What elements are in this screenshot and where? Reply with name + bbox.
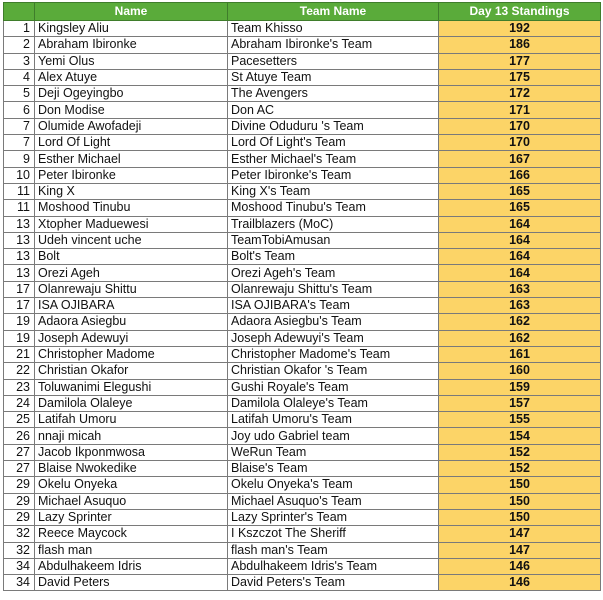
table-row xyxy=(4,21,601,37)
rank-cell: 10 xyxy=(4,167,35,183)
rank-cell: 4 xyxy=(4,69,35,85)
team-name-cell: TeamTobiAmusan xyxy=(228,232,439,248)
team-name-cell: Lord Of Light's Team xyxy=(228,135,439,151)
table-header xyxy=(4,3,601,21)
score-cell: 147 xyxy=(439,542,601,558)
name-cell: Lazy Sprinter xyxy=(35,509,228,525)
score-cell: 177 xyxy=(439,53,601,69)
rank-cell: 3 xyxy=(4,53,35,69)
table-row xyxy=(4,558,601,574)
team-name-cell: Pacesetters xyxy=(228,53,439,69)
score-cell: 175 xyxy=(439,69,601,85)
team-name-cell: Esther Michael's Team xyxy=(228,151,439,167)
score-cell: 166 xyxy=(439,167,601,183)
score-cell: 170 xyxy=(439,135,601,151)
rank-cell: 11 xyxy=(4,200,35,216)
score-cell: 161 xyxy=(439,346,601,362)
table-row xyxy=(4,118,601,134)
team-name-cell: Peter Ibironke's Team xyxy=(228,167,439,183)
name-cell: King X xyxy=(35,183,228,199)
table-row xyxy=(4,183,601,199)
rank-cell: 27 xyxy=(4,444,35,460)
team-name-cell: Blaise's Team xyxy=(228,461,439,477)
rank-cell: 13 xyxy=(4,265,35,281)
team-name-cell: Christian Okafor 's Team xyxy=(228,363,439,379)
table-row xyxy=(4,493,601,509)
team-name-cell: Trailblazers (MoC) xyxy=(228,216,439,232)
team-name-cell: Joy udo Gabriel team xyxy=(228,428,439,444)
name-cell: David Peters xyxy=(35,575,228,591)
table-row xyxy=(4,69,601,85)
table-row xyxy=(4,330,601,346)
header-day-13-standings: Day 13 Standings xyxy=(439,3,601,21)
rank-cell: 7 xyxy=(4,135,35,151)
rank-cell: 32 xyxy=(4,542,35,558)
score-cell: 146 xyxy=(439,575,601,591)
name-cell: Toluwanimi Elegushi xyxy=(35,379,228,395)
name-cell: Kingsley Aliu xyxy=(35,21,228,37)
name-cell: Jacob Ikponmwosa xyxy=(35,444,228,460)
rank-cell: 1 xyxy=(4,21,35,37)
score-cell: 164 xyxy=(439,232,601,248)
score-cell: 162 xyxy=(439,314,601,330)
rank-cell: 29 xyxy=(4,493,35,509)
table-body xyxy=(4,21,601,591)
table-row xyxy=(4,249,601,265)
name-cell: Peter Ibironke xyxy=(35,167,228,183)
rank-cell: 24 xyxy=(4,395,35,411)
team-name-cell: St Atuye Team xyxy=(228,69,439,85)
name-cell: Orezi Ageh xyxy=(35,265,228,281)
team-name-cell: Team Khisso xyxy=(228,21,439,37)
score-cell: 159 xyxy=(439,379,601,395)
name-cell: Damilola Olaleye xyxy=(35,395,228,411)
table-row xyxy=(4,395,601,411)
score-cell: 150 xyxy=(439,477,601,493)
name-cell: Lord Of Light xyxy=(35,135,228,151)
header-row xyxy=(4,3,601,21)
score-cell: 152 xyxy=(439,461,601,477)
name-cell: Joseph Adewuyi xyxy=(35,330,228,346)
header-rank xyxy=(4,3,35,21)
rank-cell: 29 xyxy=(4,477,35,493)
rank-cell: 9 xyxy=(4,151,35,167)
rank-cell: 13 xyxy=(4,216,35,232)
score-cell: 164 xyxy=(439,249,601,265)
team-name-cell: Olanrewaju Shittu's Team xyxy=(228,281,439,297)
rank-cell: 5 xyxy=(4,86,35,102)
rank-cell: 19 xyxy=(4,314,35,330)
standings-table xyxy=(3,2,601,591)
name-cell: Christopher Madome xyxy=(35,346,228,362)
header-name: Name xyxy=(35,3,228,21)
rank-cell: 22 xyxy=(4,363,35,379)
team-name-cell: Joseph Adewuyi's Team xyxy=(228,330,439,346)
name-cell: nnaji micah xyxy=(35,428,228,444)
table-row xyxy=(4,200,601,216)
rank-cell: 32 xyxy=(4,526,35,542)
rank-cell: 25 xyxy=(4,412,35,428)
team-name-cell: Latifah Umoru's Team xyxy=(228,412,439,428)
name-cell: Olumide Awofadeji xyxy=(35,118,228,134)
score-cell: 150 xyxy=(439,493,601,509)
table-row xyxy=(4,298,601,314)
table-row xyxy=(4,461,601,477)
score-cell: 164 xyxy=(439,216,601,232)
table-row xyxy=(4,575,601,591)
team-name-cell: David Peters's Team xyxy=(228,575,439,591)
name-cell: Abraham Ibironke xyxy=(35,37,228,53)
name-cell: Okelu Onyeka xyxy=(35,477,228,493)
table-row xyxy=(4,232,601,248)
team-name-cell: I Kszczot The Sheriff xyxy=(228,526,439,542)
score-cell: 192 xyxy=(439,21,601,37)
rank-cell: 13 xyxy=(4,232,35,248)
table-row xyxy=(4,86,601,102)
table-row xyxy=(4,37,601,53)
team-name-cell: Abdulhakeem Idris's Team xyxy=(228,558,439,574)
name-cell: Abdulhakeem Idris xyxy=(35,558,228,574)
team-name-cell: Bolt's Team xyxy=(228,249,439,265)
name-cell: Olanrewaju Shittu xyxy=(35,281,228,297)
name-cell: Alex Atuye xyxy=(35,69,228,85)
score-cell: 167 xyxy=(439,151,601,167)
team-name-cell: Orezi Ageh's Team xyxy=(228,265,439,281)
team-name-cell: King X's Team xyxy=(228,183,439,199)
table-row xyxy=(4,346,601,362)
table-row xyxy=(4,314,601,330)
team-name-cell: WeRun Team xyxy=(228,444,439,460)
name-cell: Blaise Nwokedike xyxy=(35,461,228,477)
name-cell: Esther Michael xyxy=(35,151,228,167)
rank-cell: 26 xyxy=(4,428,35,444)
name-cell: Latifah Umoru xyxy=(35,412,228,428)
score-cell: 170 xyxy=(439,118,601,134)
score-cell: 160 xyxy=(439,363,601,379)
table-row xyxy=(4,281,601,297)
table-row xyxy=(4,216,601,232)
table-row xyxy=(4,379,601,395)
table-row xyxy=(4,477,601,493)
table-row xyxy=(4,167,601,183)
table-row xyxy=(4,135,601,151)
score-cell: 172 xyxy=(439,86,601,102)
score-cell: 150 xyxy=(439,509,601,525)
score-cell: 163 xyxy=(439,298,601,314)
score-cell: 147 xyxy=(439,526,601,542)
rank-cell: 17 xyxy=(4,281,35,297)
score-cell: 154 xyxy=(439,428,601,444)
name-cell: Moshood Tinubu xyxy=(35,200,228,216)
team-name-cell: Christopher Madome's Team xyxy=(228,346,439,362)
score-cell: 164 xyxy=(439,265,601,281)
name-cell: Reece Maycock xyxy=(35,526,228,542)
rank-cell: 34 xyxy=(4,575,35,591)
table-row xyxy=(4,102,601,118)
name-cell: flash man xyxy=(35,542,228,558)
rank-cell: 13 xyxy=(4,249,35,265)
table-row xyxy=(4,151,601,167)
name-cell: Adaora Asiegbu xyxy=(35,314,228,330)
table-row xyxy=(4,53,601,69)
table-row xyxy=(4,542,601,558)
score-cell: 163 xyxy=(439,281,601,297)
team-name-cell: Gushi Royale's Team xyxy=(228,379,439,395)
score-cell: 186 xyxy=(439,37,601,53)
rank-cell: 29 xyxy=(4,509,35,525)
table-row xyxy=(4,444,601,460)
team-name-cell: Moshood Tinubu's Team xyxy=(228,200,439,216)
team-name-cell: Don AC xyxy=(228,102,439,118)
name-cell: Michael Asuquo xyxy=(35,493,228,509)
team-name-cell: Damilola Olaleye's Team xyxy=(228,395,439,411)
table-row xyxy=(4,412,601,428)
team-name-cell: Okelu Onyeka's Team xyxy=(228,477,439,493)
name-cell: ISA OJIBARA xyxy=(35,298,228,314)
score-cell: 162 xyxy=(439,330,601,346)
name-cell: Udeh vincent uche xyxy=(35,232,228,248)
team-name-cell: Divine Oduduru 's Team xyxy=(228,118,439,134)
table-row xyxy=(4,526,601,542)
rank-cell: 7 xyxy=(4,118,35,134)
name-cell: Don Modise xyxy=(35,102,228,118)
rank-cell: 17 xyxy=(4,298,35,314)
rank-cell: 2 xyxy=(4,37,35,53)
name-cell: Yemi Olus xyxy=(35,53,228,69)
rank-cell: 27 xyxy=(4,461,35,477)
rank-cell: 34 xyxy=(4,558,35,574)
team-name-cell: flash man's Team xyxy=(228,542,439,558)
team-name-cell: ISA OJIBARA's Team xyxy=(228,298,439,314)
name-cell: Deji Ogeyingbo xyxy=(35,86,228,102)
team-name-cell: Lazy Sprinter's Team xyxy=(228,509,439,525)
score-cell: 157 xyxy=(439,395,601,411)
name-cell: Christian Okafor xyxy=(35,363,228,379)
team-name-cell: Michael Asuquo's Team xyxy=(228,493,439,509)
table-row xyxy=(4,363,601,379)
score-cell: 152 xyxy=(439,444,601,460)
table-row xyxy=(4,265,601,281)
name-cell: Bolt xyxy=(35,249,228,265)
score-cell: 165 xyxy=(439,200,601,216)
rank-cell: 21 xyxy=(4,346,35,362)
name-cell: Xtopher Maduewesi xyxy=(35,216,228,232)
score-cell: 146 xyxy=(439,558,601,574)
team-name-cell: Abraham Ibironke's Team xyxy=(228,37,439,53)
score-cell: 165 xyxy=(439,183,601,199)
score-cell: 171 xyxy=(439,102,601,118)
table-row xyxy=(4,509,601,525)
table-row xyxy=(4,428,601,444)
rank-cell: 6 xyxy=(4,102,35,118)
team-name-cell: The Avengers xyxy=(228,86,439,102)
rank-cell: 11 xyxy=(4,183,35,199)
header-team-name: Team Name xyxy=(228,3,439,21)
score-cell: 155 xyxy=(439,412,601,428)
rank-cell: 19 xyxy=(4,330,35,346)
rank-cell: 23 xyxy=(4,379,35,395)
team-name-cell: Adaora Asiegbu's Team xyxy=(228,314,439,330)
